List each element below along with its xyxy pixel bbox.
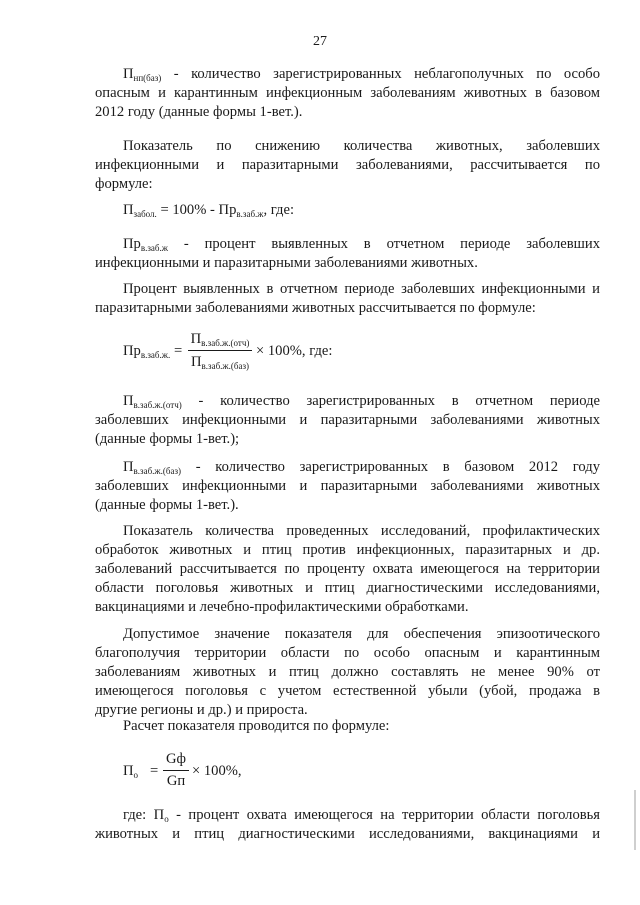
fraction-lhs (123, 342, 170, 360)
symbol: П (123, 393, 134, 409)
text-line: животных и птиц диагностическими исследованиями, вакцинациями и (95, 826, 600, 842)
formula-lhs: Пр (123, 343, 141, 359)
definition-line (123, 458, 600, 476)
definition-line (123, 65, 600, 83)
fraction-bar (188, 350, 252, 351)
text: - процент выявленных в отчетном периоде заболевших (167, 236, 600, 252)
text-line: Расчет показателя проводится по формуле: (123, 718, 390, 734)
numerator: Gф (166, 751, 186, 767)
formula-zabol (123, 201, 294, 219)
text: - количество зарегистрированных в отчетном периоде (181, 393, 600, 409)
symbol-subscript: в.заб.ж.(баз) (133, 466, 182, 476)
equals-sign: = (174, 343, 183, 359)
symbol-subscript: нп(баз) (133, 73, 162, 83)
text-line: (данные формы 1-вет.). (95, 497, 239, 513)
equals-sign: = (150, 763, 159, 779)
text-line: заболеваний рассчитывается по проценту охвата имеющегося на территории (95, 561, 600, 577)
formula-tail: , где: (263, 202, 295, 218)
formula-rhs-sub: в.заб.ж (236, 209, 264, 219)
numerator-sub: в.заб.ж.(отч) (201, 338, 250, 348)
text-line: заболевших инфекционными и паразитарными заболеваниями животных (95, 478, 600, 494)
text: - количество зарегистрированных неблагополучных по особо (161, 66, 600, 82)
text-line: обработок животных и птиц против инфекционных, паразитарных и др. (95, 542, 600, 558)
symbol: Пр (123, 236, 141, 252)
symbol: П (123, 459, 134, 475)
symbol-subscript: о (164, 814, 169, 824)
formula-rhs: = 100% - Пр (156, 202, 237, 218)
denominator (188, 354, 252, 370)
denominator-symbol: П (190, 354, 202, 370)
page-number: 27 (313, 34, 327, 49)
text-line: Допустимое значение показателя для обеспечения эпизоотического (123, 626, 600, 642)
text-line: заболеваниям животных и птиц должно составлять не менее 90% от (95, 664, 600, 680)
formula-lhs: П (123, 763, 134, 779)
scan-edge-mark (634, 790, 636, 850)
fraction-lhs (123, 762, 138, 780)
definition-line (123, 235, 600, 253)
text-line: формуле: (95, 176, 153, 192)
text-line: Процент выявленных в отчетном периоде заболевших инфекционными и (123, 281, 600, 297)
text-line: другие регионы и др.) и прироста. (95, 702, 308, 718)
symbol: П (123, 66, 134, 82)
formula-lhs-sub: забол. (133, 209, 157, 219)
text-line: (данные формы 1-вет.); (95, 431, 240, 447)
text-line: Показатель количества проведенных исследований, профилактических (123, 523, 600, 539)
symbol-subscript: в.заб.ж.(отч) (133, 400, 182, 410)
text-line: благополучия территории области по особо опасным и карантинным (95, 645, 600, 661)
formula-lhs-sub: в.заб.ж. (140, 350, 171, 360)
text-line: 2012 году (данные формы 1-вет.). (95, 104, 303, 120)
numerator (188, 331, 252, 347)
text: - количество зарегистрированных в базовом 2012 году (181, 459, 600, 475)
text: где: П (123, 807, 165, 823)
text-line: инфекционными и паразитарными заболеваниями, рассчитывается по (95, 157, 600, 173)
symbol-subscript: в.заб.ж (140, 243, 168, 253)
text: - процент охвата имеющегося на территории области поголовья (168, 807, 601, 823)
definition-line (123, 392, 600, 410)
text-line: опасным и карантинным инфекционным заболеваниям животных в базовом (95, 85, 600, 101)
text-line: паразитарными заболеваниями животных рассчитывается по формуле: (95, 300, 536, 316)
formula-tail: × 100%, (192, 763, 242, 779)
text-line: вакцинациями и лечебно-профилактическими обработками. (95, 599, 469, 615)
formula-tail: × 100%, где: (256, 343, 333, 359)
formula-lhs: П (123, 202, 134, 218)
denominator-sub: в.заб.ж.(баз) (201, 361, 250, 371)
formula-lhs-sub: о (133, 770, 139, 780)
denominator: Gп (166, 773, 186, 789)
definition-line (123, 806, 600, 824)
text-line: инфекционными и паразитарными заболеваниями животных. (95, 255, 478, 271)
text-line: области поголовья животных и птиц диагностическими исследованиями, (95, 580, 600, 596)
text-line: имеющегося поголовья с учетом естественной убыли (убой, продажа в (95, 683, 600, 699)
fraction-bar (163, 770, 189, 771)
numerator-symbol: П (190, 331, 202, 347)
text-line: заболевших инфекционными и паразитарными заболеваниями животных (95, 412, 600, 428)
text-line: Показатель по снижению количества животных, заболевших (123, 138, 600, 154)
